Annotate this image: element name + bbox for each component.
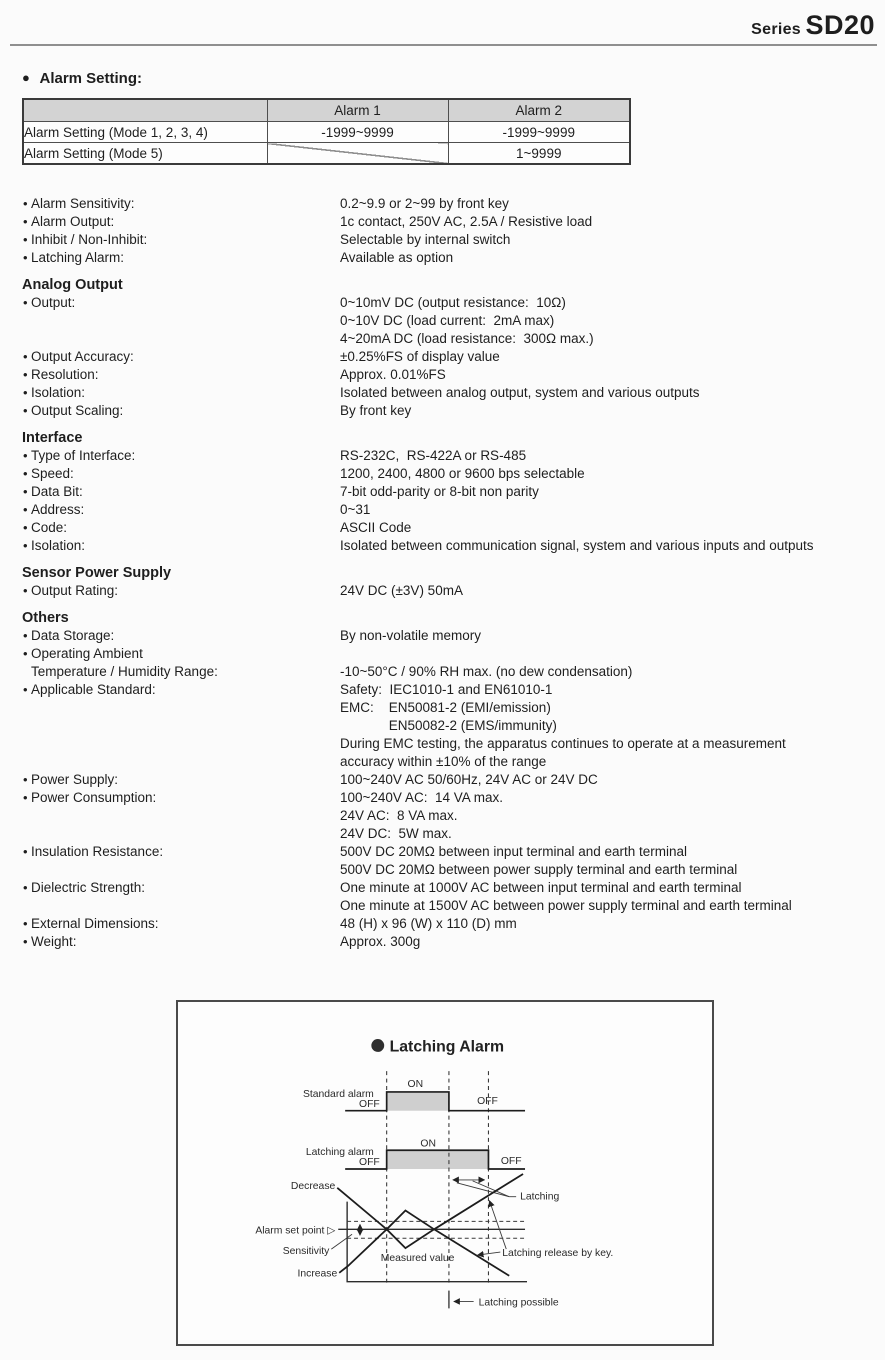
spec-values: [340, 879, 878, 915]
spec-item: [22, 402, 878, 420]
spec-section-heading: Analog Output: [22, 277, 123, 293]
spec-value: Isolated between communication signal, system and various inputs and outputs: [340, 538, 814, 553]
spec-item: [22, 294, 878, 348]
spec-value: 100~240V AC 50/60Hz, 24V AC or 24V DC: [340, 772, 598, 787]
bullet-icon: •: [23, 880, 28, 895]
spec-section-heading: Others: [22, 610, 69, 626]
spec-label: Power Supply:: [31, 772, 119, 787]
spec-value: ASCII Code: [340, 520, 412, 535]
spec-value: 1c contact, 250V AC, 2.5A / Resistive load: [340, 214, 593, 229]
page-header: [751, 10, 875, 41]
bullet-icon: •: [23, 502, 28, 517]
figure-title: Latching Alarm: [389, 1038, 505, 1056]
spec-item: [22, 195, 878, 213]
spec-values: [340, 195, 878, 213]
spec-item: [22, 501, 878, 519]
spec-values: [340, 483, 878, 501]
spec-item: [22, 483, 878, 501]
spec-value: Isolated between analog output, system and various outputs: [340, 385, 700, 400]
spec-item: [22, 681, 878, 771]
alarm-setting-heading: [22, 70, 142, 87]
bullet-icon: •: [23, 214, 28, 229]
spec-value: 24V DC (±3V) 50mA: [340, 583, 463, 598]
latching-alarm-figure: [176, 1000, 714, 1346]
table-col-alarm2: Alarm 2: [448, 99, 630, 122]
spec-label: Alarm Output:: [31, 214, 115, 229]
bullet-icon: •: [23, 934, 28, 949]
spec-value: 0~10mV DC (output resistance: 10Ω): [340, 295, 566, 310]
spec-value: RS-232C, RS-422A or RS-485: [340, 448, 527, 463]
bullet-icon: •: [23, 916, 28, 931]
spec-values: [340, 789, 878, 843]
spec-values: [340, 537, 878, 555]
spec-item: [22, 213, 878, 231]
bullet-icon: •: [23, 466, 28, 481]
spec-value: One minute at 1500V AC between power supply terminal and earth terminal: [340, 898, 792, 913]
spec-item: [22, 447, 878, 465]
spec-values: [340, 681, 878, 771]
bullet-icon: •: [23, 538, 28, 553]
na-diagonal-cell: [267, 143, 448, 165]
spec-value: 500V DC 20MΩ between input terminal and earth terminal: [340, 844, 688, 859]
spec-label: Data Bit:: [31, 484, 83, 499]
spec-values: [340, 348, 878, 366]
spec-value: EMC: EN50081-2 (EMI/emission): [340, 700, 551, 715]
spec-value: 24V AC: 8 VA max.: [340, 808, 458, 823]
alarm1-value: -1999~9999: [267, 122, 448, 143]
spec-value: Available as option: [340, 250, 454, 265]
spec-label: Type of Interface:: [31, 448, 136, 463]
alarm2-value: 1~9999: [448, 143, 630, 165]
bullet-icon: •: [23, 628, 28, 643]
measured-value-decrease-line: [337, 1174, 523, 1248]
bullet-icon: •: [23, 790, 28, 805]
series-label: Series: [751, 21, 801, 38]
spec-value: One minute at 1000V AC between input terminal and earth terminal: [340, 880, 742, 895]
spec-value: accuracy within ±10% of the range: [340, 754, 547, 769]
latching-alarm-label: Latching alarm: [305, 1147, 374, 1159]
latching-on-label: ON: [420, 1138, 436, 1150]
spec-value: 1200, 2400, 4800 or 9600 bps selectable: [340, 466, 585, 481]
spec-values: [340, 465, 878, 483]
bullet-icon: ●: [22, 70, 30, 85]
spec-label: Insulation Resistance:: [31, 844, 164, 859]
spec-item: [22, 465, 878, 483]
row-label: Alarm Setting (Mode 5): [23, 143, 267, 165]
bullet-icon: •: [23, 232, 28, 247]
alarm-setting-table: [22, 98, 631, 165]
table-row: [23, 143, 630, 165]
spec-item: [22, 366, 878, 384]
spec-label: Operating Ambient: [31, 646, 143, 661]
spec-label: Temperature / Humidity Range:: [31, 664, 218, 679]
spec-item: [22, 582, 878, 600]
spec-item: [22, 537, 878, 555]
spec-value: By non-volatile memory: [340, 628, 482, 643]
spec-value: By front key: [340, 403, 412, 418]
measured-value-increase-line: [339, 1211, 509, 1276]
table-col-blank: [23, 99, 267, 122]
spec-item: [22, 348, 878, 366]
spec-label: Latching Alarm:: [31, 250, 125, 265]
spec-value: Approx. 300g: [340, 934, 421, 949]
spec-label: Code:: [31, 520, 68, 535]
spec-values: [340, 213, 878, 231]
spec-values: [340, 384, 878, 402]
model-number: SD20: [805, 10, 875, 40]
spec-value: 0~10V DC (load current: 2mA max): [340, 313, 555, 328]
latching-alarm-diagram: [178, 1002, 708, 1340]
spec-label: Alarm Sensitivity:: [31, 196, 135, 211]
spec-values: [340, 519, 878, 537]
spec-values: [340, 771, 878, 789]
spec-values: [340, 447, 878, 465]
spec-value: Safety: IEC1010-1 and EN61010-1: [340, 682, 553, 697]
spec-label: Output Rating:: [31, 583, 119, 598]
spec-section-heading: Sensor Power Supply: [22, 565, 172, 581]
spec-label: Data Storage:: [31, 628, 115, 643]
spec-value: During EMC testing, the apparatus continues to operate at a measurement: [340, 736, 786, 751]
spec-values: [340, 915, 878, 933]
bullet-icon: •: [23, 295, 28, 310]
spec-label: Resolution:: [31, 367, 99, 382]
spec-item: [22, 663, 878, 681]
spec-value: ±0.25%FS of display value: [340, 349, 500, 364]
spec-section-heading: Interface: [22, 430, 83, 446]
spec-item: [22, 933, 878, 951]
alarm-setting-heading-label: Alarm Setting:: [39, 70, 142, 87]
spec-values: [340, 501, 878, 519]
spec-label: Applicable Standard:: [31, 682, 156, 697]
header-rule: [10, 44, 877, 46]
spec-values: [340, 294, 878, 348]
spec-label: External Dimensions:: [31, 916, 159, 931]
spec-value: 4~20mA DC (load resistance: 300Ω max.): [340, 331, 594, 346]
latching-release-leader-line: [489, 1201, 506, 1249]
spec-item: [22, 384, 878, 402]
spec-value: 500V DC 20MΩ between power supply terminal and earth terminal: [340, 862, 738, 877]
spec-item: [22, 879, 878, 915]
spec-value: 7-bit odd-parity or 8-bit non parity: [340, 484, 539, 499]
spec-values: [340, 627, 878, 645]
spec-value: 0~31: [340, 502, 371, 517]
bullet-icon: [371, 1039, 384, 1052]
spec-values: [340, 249, 878, 267]
latching-off-right-label: OFF: [500, 1156, 522, 1168]
spec-values: [340, 402, 878, 420]
spec-value: 24V DC: 5W max.: [340, 826, 452, 841]
spec-item: [22, 915, 878, 933]
spec-value: 100~240V AC: 14 VA max.: [340, 790, 503, 805]
latching-off-left-label: OFF: [359, 1157, 380, 1169]
bullet-icon: •: [23, 520, 28, 535]
bullet-icon: •: [23, 385, 28, 400]
bullet-icon: •: [23, 196, 28, 211]
bullet-icon: •: [23, 484, 28, 499]
spec-values: [340, 843, 878, 879]
spec-label: Power Consumption:: [31, 790, 157, 805]
sensitivity-dot: [359, 1230, 362, 1233]
sensitivity-dot: [359, 1226, 362, 1229]
row-label: Alarm Setting (Mode 1, 2, 3, 4): [23, 122, 267, 143]
spec-list: [22, 195, 878, 951]
spec-value: -10~50°C / 90% RH max. (no dew condensation): [340, 664, 633, 679]
spec-item: [22, 519, 878, 537]
sensitivity-label: Sensitivity: [282, 1246, 330, 1258]
spec-item: [22, 843, 878, 879]
standard-on-label: ON: [407, 1078, 424, 1090]
bullet-icon: •: [23, 682, 28, 697]
spec-value: Selectable by internal switch: [340, 232, 511, 247]
bullet-icon: •: [23, 646, 28, 661]
bullet-icon: •: [23, 844, 28, 859]
spec-values: [340, 231, 878, 249]
spec-item: [22, 249, 878, 267]
latching-release-label: Latching release by key.: [502, 1247, 614, 1259]
bullet-icon: •: [23, 583, 28, 598]
spec-item: [22, 231, 878, 249]
standard-off-left-label: OFF: [359, 1098, 380, 1110]
alarm-set-point-label: Alarm set point ▷: [255, 1225, 336, 1237]
spec-item: [22, 645, 878, 663]
latching-possible-label: Latching possible: [478, 1297, 559, 1309]
table-col-alarm1: Alarm 1: [267, 99, 448, 122]
spec-value: Approx. 0.01%FS: [340, 367, 446, 382]
spec-value: EN50082-2 (EMS/immunity): [340, 718, 557, 733]
spec-item: [22, 771, 878, 789]
bullet-icon: •: [23, 448, 28, 463]
spec-value: 0.2~9.9 or 2~99 by front key: [340, 196, 509, 211]
spec-values: [340, 366, 878, 384]
spec-values: [340, 582, 878, 600]
increase-label: Increase: [297, 1268, 338, 1280]
sensitivity-leader-line: [331, 1234, 352, 1249]
spec-item: [22, 627, 878, 645]
standard-alarm-on-fill: [387, 1092, 449, 1111]
spec-label: Output Scaling:: [31, 403, 124, 418]
latching-alarm-on-fill: [387, 1150, 489, 1169]
standard-off-right-label: OFF: [477, 1095, 498, 1107]
decrease-label: Decrease: [290, 1180, 336, 1192]
bullet-icon: •: [23, 772, 28, 787]
spec-item: [22, 789, 878, 843]
spec-label: Address:: [31, 502, 85, 517]
standard-alarm-label: Standard alarm: [302, 1088, 374, 1100]
table-row: [23, 122, 630, 143]
bullet-icon: •: [23, 250, 28, 265]
spec-label: Speed:: [31, 466, 74, 481]
spec-label: Isolation:: [31, 385, 86, 400]
spec-value: 48 (H) x 96 (W) x 110 (D) mm: [340, 916, 517, 931]
spec-label: Weight:: [31, 934, 77, 949]
bullet-icon: •: [23, 367, 28, 382]
spec-values: [340, 663, 878, 681]
spec-label: Output Accuracy:: [31, 349, 134, 364]
spec-label: Output:: [31, 295, 76, 310]
spec-label: Inhibit / Non-Inhibit:: [31, 232, 148, 247]
bullet-icon: •: [23, 349, 28, 364]
measured-value-label: Measured value: [380, 1252, 455, 1264]
bullet-icon: •: [23, 403, 28, 418]
spec-label: Dielectric Strength:: [31, 880, 146, 895]
spec-values: [340, 933, 878, 951]
latching-label: Latching: [520, 1191, 560, 1203]
alarm2-value: -1999~9999: [448, 122, 630, 143]
table-header-row: [23, 99, 630, 122]
spec-label: Isolation:: [31, 538, 86, 553]
